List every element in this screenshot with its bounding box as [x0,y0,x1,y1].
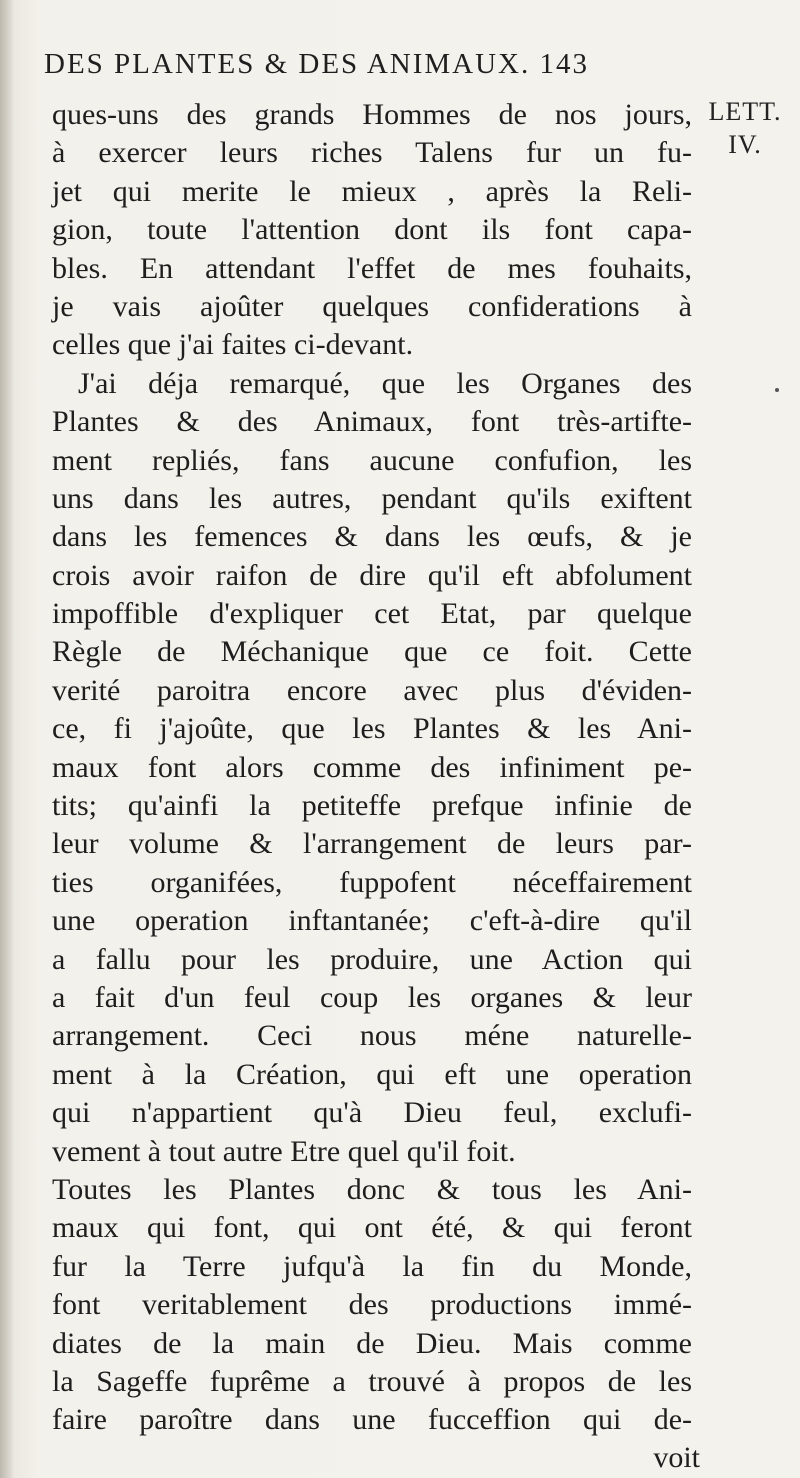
text-line: fur la Terre jufqu'à la fin du Monde, [52,1249,692,1283]
text-line: dans les femences & dans les œufs, & je [52,520,692,554]
margin-note-letter: LETT. [708,97,782,126]
page-gutter-shadow [0,0,14,1478]
text-line: font veritablement des productions immé- [52,1288,692,1322]
text-line: J'ai déja remarqué, que les Organes des [78,366,692,400]
text-line: uns dans les autres, pendant qu'ils exiftent [52,481,692,515]
text-line: bles. En attendant l'effet de mes fouhaits, [52,251,692,285]
text-line: leur volume & l'arrangement de leurs par- [52,827,692,861]
text-line: Règle de Méchanique que ce foit. Cette [52,635,692,669]
catchword: voit [653,1441,700,1474]
text-line: ment repliés, fans aucune confufion, les [52,443,692,477]
text-line: la Sageffe fuprême a trouvé à propos de les [52,1364,692,1398]
text-line: ment à la Création, qui eft une operation [52,1057,692,1091]
ink-speck [775,388,779,392]
text-line: a fallu pour les produire, une Action qui [52,942,692,976]
text-line: à exercer leurs riches Talens fur un fu- [52,136,692,170]
text-line: crois avoir raifon de dire qu'il eft abfolument [52,558,692,592]
text-line: celles que j'ai faites ci-devant. [52,328,414,362]
text-line: arrangement. Ceci nous méne naturelle- [52,1019,692,1053]
text-line: qui n'appartient qu'à Dieu feul, exclufi- [52,1096,692,1130]
text-line: diates de la main de Dieu. Mais comme [52,1326,692,1360]
text-line: Plantes & des Animaux, font très-artifte- [52,405,692,439]
text-line: maux font alors comme des infiniment pe- [52,750,692,784]
text-line: une operation inftantanée; c'eft-à-dire qu'il [52,904,692,938]
margin-note-number: IV. [728,129,762,159]
running-head: DES PLANTES & DES ANIMAUX. 143 [44,48,589,80]
text-line: jet qui merite le mieux , après la Reli- [52,174,692,208]
text-line: impoffible d'expliquer cet Etat, par quelque [52,597,692,631]
text-line: Toutes les Plantes donc & tous les Ani- [52,1172,692,1206]
text-line: a fait d'un feul coup les organes & leur [52,980,692,1014]
text-line: ties organifées, fuppofent néceffairement [52,865,692,899]
text-line: vement à tout autre Etre quel qu'il foit. [52,1134,516,1168]
text-line: tits; qu'ainfi la petiteffe prefque infinie de [52,789,692,823]
text-line: maux qui font, qui ont été, & qui feront [52,1211,692,1245]
text-line: verité paroitra encore avec plus d'éviden- [52,673,692,707]
text-line: faire paroître dans une fucceffion qui de- [52,1403,692,1437]
text-body [52,96,692,1440]
text-line: je vais ajoûter quelques confiderations à [52,289,692,323]
text-line: gion, toute l'attention dont ils font capa- [52,213,692,247]
text-line: ques-uns des grands Hommes de nos jours, [52,98,692,131]
margin-note [700,96,790,161]
text-line: ce, fi j'ajoûte, que les Plantes & les Ani- [52,712,692,746]
